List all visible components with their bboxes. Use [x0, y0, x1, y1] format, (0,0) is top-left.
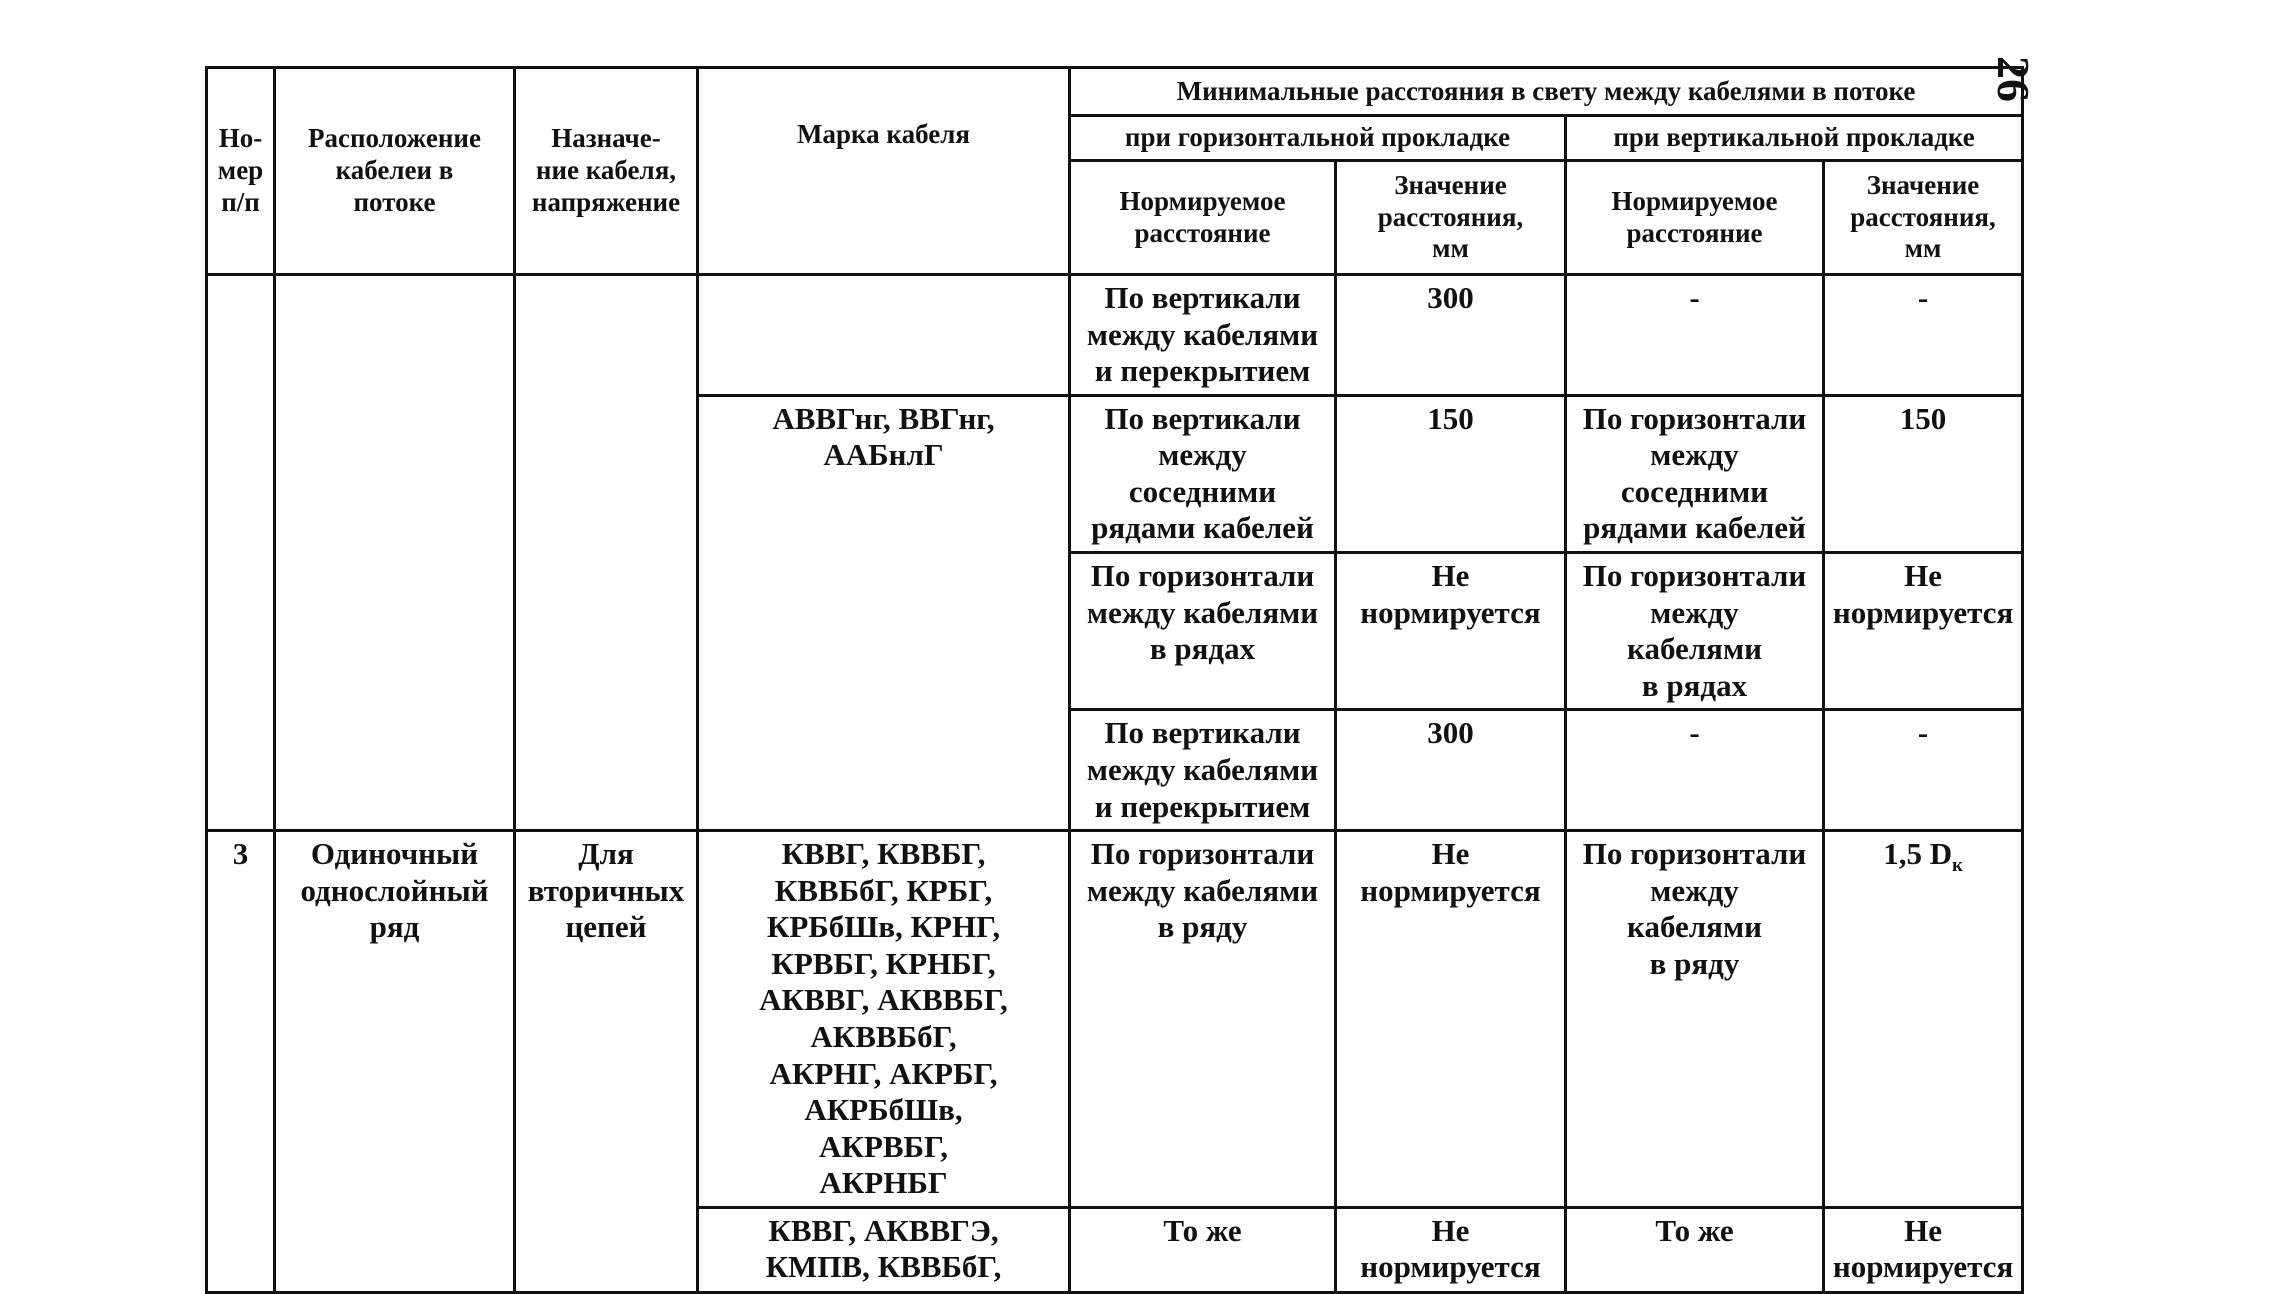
cell-v-value: 1,5 $D_к$	[1824, 831, 2023, 1208]
cell-h-norm: По вертикали между кабелями и перекрытием	[1070, 710, 1336, 831]
cell-brand: КВВГ, АКВВГЭ, КМПВ, КВВБбГ,	[698, 1207, 1070, 1292]
cell-h-norm: По вертикали между соседними рядами кабелей	[1070, 395, 1336, 552]
cell-h-norm: По горизонтали между кабелями в ряду	[1070, 831, 1336, 1208]
table-row	[207, 275, 2023, 396]
cell-h-norm: По горизонтали между кабелями в рядах	[1070, 553, 1336, 710]
cell-brand: АВВГнг, ВВГнг, ААБнлГ	[698, 395, 1070, 830]
cell-v-value: Не нормируется	[1824, 553, 2023, 710]
cell-h-value: 300	[1336, 710, 1566, 831]
cell-brand	[698, 275, 1070, 396]
cell-v-norm: По горизонтали между кабелями в рядах	[1566, 553, 1824, 710]
cell-h-value: 150	[1336, 395, 1566, 552]
cell-h-norm: По вертикали между кабелями и перекрытием	[1070, 275, 1336, 396]
cell-v-norm: По горизонтали между кабелями в ряду	[1566, 831, 1824, 1208]
cell-v-norm: -	[1566, 275, 1824, 396]
page-number: 26	[1988, 56, 2039, 102]
cell-num	[207, 275, 275, 831]
header-horizontal: при горизонтальной прокладке	[1070, 116, 1566, 161]
cell-h-value: Не нормируется	[1336, 553, 1566, 710]
cell-purpose: Для вторичных цепей	[515, 831, 698, 1293]
header-location: Расположение кабелеи в потоке	[275, 68, 515, 275]
cell-location	[275, 275, 515, 831]
header-brand: Марка кабеля	[698, 68, 1070, 275]
cell-h-value: Не нормируется	[1336, 831, 1566, 1208]
table-row	[207, 831, 2023, 1208]
header-v-norm: Нормируемое расстояние	[1566, 161, 1824, 275]
header-h-value: Значение расстояния, мм	[1336, 161, 1566, 275]
header-v-value: Значение расстояния, мм	[1824, 161, 2023, 275]
cell-h-value: 300	[1336, 275, 1566, 396]
cell-v-value: -	[1824, 710, 2023, 831]
cell-location: Одиночный однослойный ряд	[275, 831, 515, 1293]
header-num: Но- мер п/п	[207, 68, 275, 275]
cell-num: 3	[207, 831, 275, 1293]
cell-v-value: Не нормируется	[1824, 1207, 2023, 1292]
cell-v-value: 150	[1824, 395, 2023, 552]
cell-v-norm: То же	[1566, 1207, 1824, 1292]
header-vertical: при вертикальной прокладке	[1566, 116, 2023, 161]
header-min-distances: Минимальные расстояния в свету между кабелями в потоке	[1070, 68, 2023, 116]
cell-brand: КВВГ, КВВБГ, КВВБбГ, КРБГ, КРБбШв, КРНГ, КРВБГ, КРНБГ, АКВВГ, АКВВБГ, АКВВБбГ, АКРНГ, АКРБГ, АКРБбШв, АКРВБГ, АКРНБГ	[698, 831, 1070, 1208]
header-purpose: Назначе- ние кабеля, напряжение	[515, 68, 698, 275]
cell-h-value: Не нормируется	[1336, 1207, 1566, 1292]
cell-v-norm: По горизонтали между соседними рядами кабелей	[1566, 395, 1824, 552]
cell-purpose	[515, 275, 698, 831]
cable-distance-table	[205, 66, 2024, 1294]
cell-h-norm: То же	[1070, 1207, 1336, 1292]
header-h-norm: Нормируемое расстояние	[1070, 161, 1336, 275]
cell-v-value: -	[1824, 275, 2023, 396]
cell-v-norm: -	[1566, 710, 1824, 831]
table-header	[207, 68, 2023, 275]
